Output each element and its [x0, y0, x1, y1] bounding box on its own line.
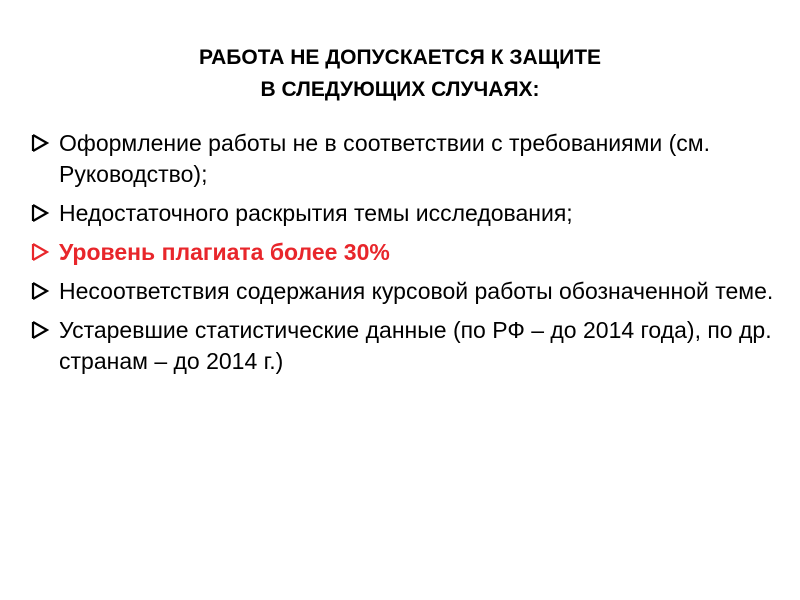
bullet-list: [24, 128, 784, 385]
slide-title-line-1: РАБОТА НЕ ДОПУСКАЕТСЯ К ЗАЩИТЕ: [198, 46, 602, 69]
list-item-highlighted: [24, 237, 784, 268]
slide-title: [90, 42, 710, 106]
list-item-text: Оформление работы не в соответствии с требованиями (см. Руководство);: [59, 130, 710, 187]
list-item: [24, 128, 784, 190]
arrow-bullet-icon: [30, 242, 50, 262]
arrow-bullet-icon: [30, 203, 50, 223]
list-item: [24, 276, 784, 307]
list-item: [24, 315, 784, 377]
arrow-bullet-icon: [30, 133, 50, 153]
slide-title-line-2: В СЛЕДУЮЩИХ СЛУЧАЯХ:: [260, 78, 540, 101]
list-item: [24, 198, 784, 229]
list-item-text: Недостаточного раскрытия темы исследования;: [59, 200, 573, 226]
list-item-text: Несоответствия содержания курсовой работы обозначенной теме.: [59, 278, 774, 304]
list-item-text: Устаревшие статистические данные (по РФ – до 2014 года), по др. странам – до 2014 г.): [59, 317, 772, 374]
arrow-bullet-icon: [30, 320, 50, 340]
list-item-text: Уровень плагиата более 30%: [59, 239, 390, 265]
arrow-bullet-icon: [30, 281, 50, 301]
